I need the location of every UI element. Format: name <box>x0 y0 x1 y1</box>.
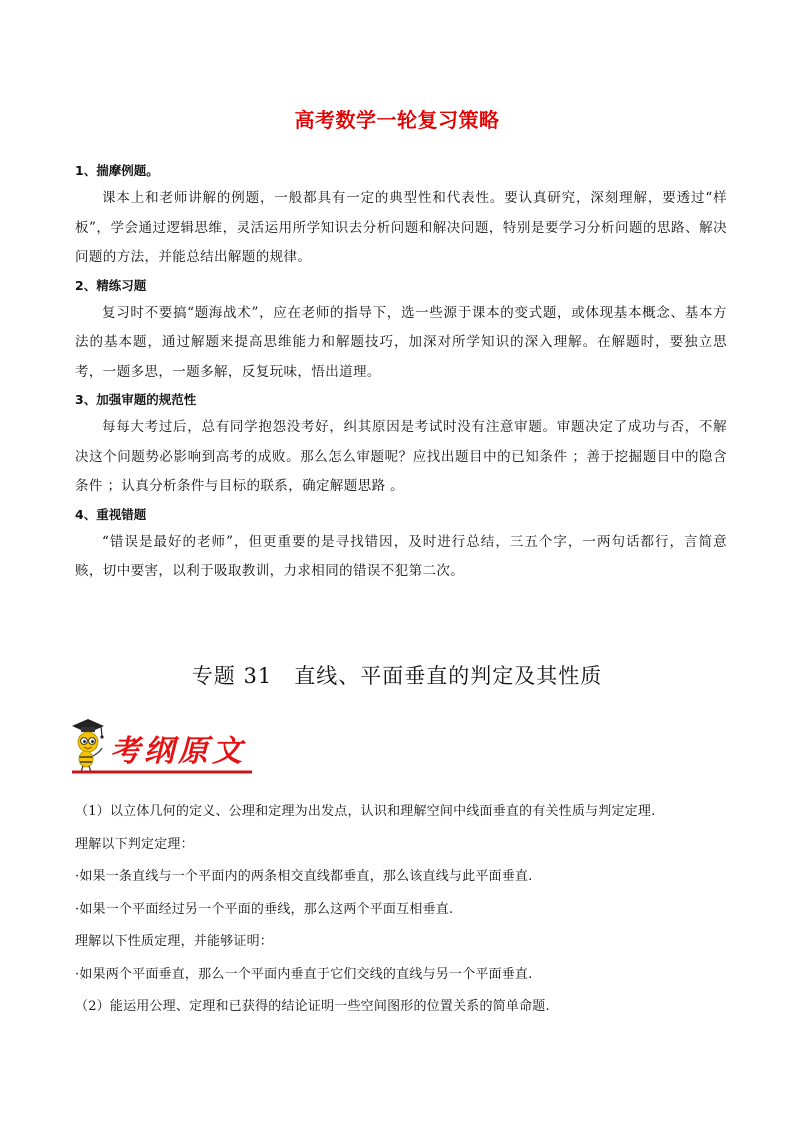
exam-outline <box>75 796 735 1024</box>
section-heading: 2、精练习题 <box>75 277 147 293</box>
section-body: “错误是最好的老师”，但更重要的是寻找错因，及时进行总结，三五个字，一两句话都行，言简意赅，切中要害，以利于吸取教训，力求相同的错误不犯第二次。 <box>75 533 727 579</box>
outline-line: ·如果一条直线与一个平面内的两条相交直线都垂直，那么该直线与此平面垂直. <box>75 869 533 884</box>
strategy-section <box>75 158 727 587</box>
section-1 <box>75 158 727 273</box>
section-heading: 3、加强审题的规范性 <box>75 392 197 407</box>
banner-label: 考纲原文 <box>110 734 246 769</box>
topic-title: 专题 31 直线、平面垂直的判定及其性质 <box>191 664 603 688</box>
section-heading: 4、重视错题 <box>75 506 147 522</box>
mascot-icon <box>72 719 104 772</box>
section-body: 课本上和老师讲解的例题，一般都具有一定的典型性和代表性。要认真研究，深刻理解，要透过“样板”，学会通过逻辑思维，灵活运用所学知识去分析问题和解决问题，特别是要学习分析问题的思路、解决问题的方法，并能总结出解题的规律。 <box>75 190 727 265</box>
section-4 <box>75 502 727 587</box>
outline-line: 理解以下性质定理，并能够证明： <box>75 934 274 949</box>
section-2 <box>75 273 727 388</box>
exam-outline-banner <box>66 712 256 776</box>
section-body: 每每大考过后，总有同学抱怨没考好，纠其原因是考试时没有注意审题。审题决定了成功与否，不解决这个问题势必影响到高考的成败。那么怎么审题呢？应找出题目中的已知条件 ；善于挖掘题目中的隐含条件 ；认真分析条件与目标的联系，确定解题思路 。 <box>75 419 727 494</box>
section-body: 复习时不要搞“题海战术”，应在老师的指导下，选一些源于课本的变式题，或体现基本概念、基本方法的基本题，通过解题来提高思维能力和解题技巧，加深对所学知识的深入理解。在解题时，要独立思考，一题多思，一题多解，反复玩味，悟出道理。 <box>75 304 727 380</box>
outline-line: 理解以下判定定理： <box>75 836 194 852</box>
banner-graphic <box>66 712 256 776</box>
section-heading: 1、揣摩例题。 <box>75 163 159 178</box>
page-title: 高考数学一轮复习策略 <box>294 108 500 132</box>
outline-line: （1）以立体几何的定义、公理和定理为出发点，认识和理解空间中线面垂直的有关性质与判定定理. <box>75 804 656 819</box>
section-3 <box>75 387 727 502</box>
outline-line: （2）能运用公理、定理和已获得的结论证明一些空间图形的位置关系的简单命题. <box>75 999 550 1014</box>
outline-line: ·如果一个平面经过另一个平面的垂线，那么这两个平面互相垂直. <box>75 901 454 917</box>
outline-line: ·如果两个平面垂直，那么一个平面内垂直于它们交线的直线与另一个平面垂直. <box>75 966 533 982</box>
